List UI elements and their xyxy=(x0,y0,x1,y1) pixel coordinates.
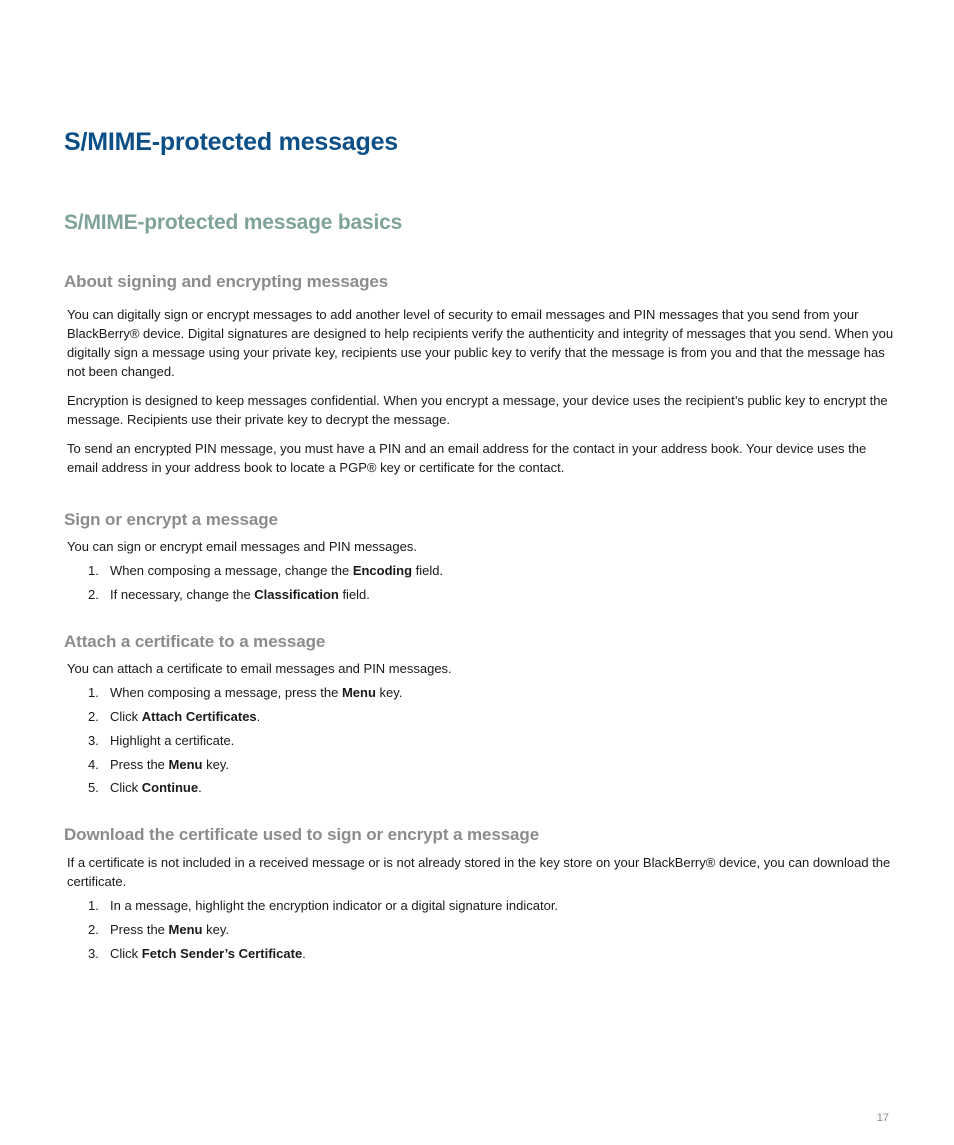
list-item xyxy=(88,778,202,797)
list-item xyxy=(88,707,260,726)
list-number: 1. xyxy=(88,898,99,913)
step-text: Highlight a certificate. xyxy=(110,733,235,748)
step-text: Press the xyxy=(110,922,169,937)
step-bold-text: Continue xyxy=(141,780,199,795)
list-item xyxy=(88,683,402,702)
list-number: 2. xyxy=(88,587,99,602)
paragraph-signing-intro: You can digitally sign or encrypt messages to add another level of security to email messages and PIN messages that you send from your BlackBerry® device. Digital signatures are designed to help recipients verify the authenticity and integrity of messages that you send. When you digitally sign a message using your private key, recipients use your public key to verify that the message is from you and that the message has not been changed. xyxy=(67,307,894,379)
step-text: If necessary, change the xyxy=(110,587,255,602)
step-text: field. xyxy=(338,587,370,602)
step-text: . xyxy=(198,780,202,795)
step-text: . xyxy=(302,946,306,961)
step-text: Click xyxy=(110,780,142,795)
list-item xyxy=(88,755,229,774)
step-text: key. xyxy=(375,685,403,700)
page-number: 17 xyxy=(876,1112,889,1124)
step-text: When composing a message, press the xyxy=(110,685,342,700)
list-number: 4. xyxy=(88,757,99,772)
list-number: 1. xyxy=(88,685,99,700)
step-text: Click xyxy=(110,709,142,724)
list-item xyxy=(88,944,306,963)
section-title: S/MIME-protected message basics xyxy=(64,211,403,234)
step-bold-text: Classification xyxy=(254,587,339,602)
step-text: key. xyxy=(202,922,229,937)
list-number: 2. xyxy=(88,922,99,937)
step-bold-text: Menu xyxy=(341,685,376,700)
list-item xyxy=(88,920,229,939)
paragraph-encryption: Encryption is designed to keep messages confidential. When you encrypt a message, your device uses the recipient’s public key to encrypt the message. Recipients use their private key to decrypt the message. xyxy=(67,393,888,427)
list-number: 5. xyxy=(88,780,99,795)
list-item xyxy=(88,896,558,915)
step-text: Press the xyxy=(110,757,169,772)
list-number: 2. xyxy=(88,709,99,724)
heading-attach-certificate: Attach a certificate to a message xyxy=(64,632,326,651)
list-number: 3. xyxy=(88,946,99,961)
step-text: Click xyxy=(110,946,142,961)
paragraph-attach-intro: You can attach a certificate to email messages and PIN messages. xyxy=(67,661,452,676)
list-item xyxy=(88,731,234,750)
list-item xyxy=(88,561,443,580)
step-bold-text: Encoding xyxy=(352,563,413,578)
step-bold-text: Menu xyxy=(168,757,203,772)
heading-sign-encrypt: Sign or encrypt a message xyxy=(64,510,278,529)
heading-download-certificate: Download the certificate used to sign or encrypt a message xyxy=(64,825,540,844)
list-number: 1. xyxy=(88,563,99,578)
step-text: . xyxy=(256,709,261,724)
heading-about-signing: About signing and encrypting messages xyxy=(64,272,389,291)
paragraph-pin-encryption: To send an encrypted PIN message, you must have a PIN and an email address for the contact in your address book. Your device uses the email address in your address book to locate a PGP® key or certificate for the contact. xyxy=(67,441,867,475)
paragraph-download-intro: If a certificate is not included in a received message or is not already stored in the key store on your BlackBerry® device, you can download the certificate. xyxy=(67,855,891,889)
paragraph-sign-intro: You can sign or encrypt email messages and PIN messages. xyxy=(67,539,417,554)
step-text: In a message, highlight the encryption indicator or a digital signature indicator. xyxy=(110,898,559,913)
step-text: field. xyxy=(412,563,444,578)
step-text: key. xyxy=(202,757,229,772)
page-title: S/MIME-protected messages xyxy=(64,128,398,156)
list-number: 3. xyxy=(88,733,99,748)
step-bold-text: Menu xyxy=(168,922,203,937)
list-item xyxy=(88,585,370,604)
step-bold-text: Fetch Sender’s Certificate xyxy=(141,946,303,961)
step-text: When composing a message, change the xyxy=(110,563,353,578)
step-bold-text: Attach Certificates xyxy=(141,709,257,724)
